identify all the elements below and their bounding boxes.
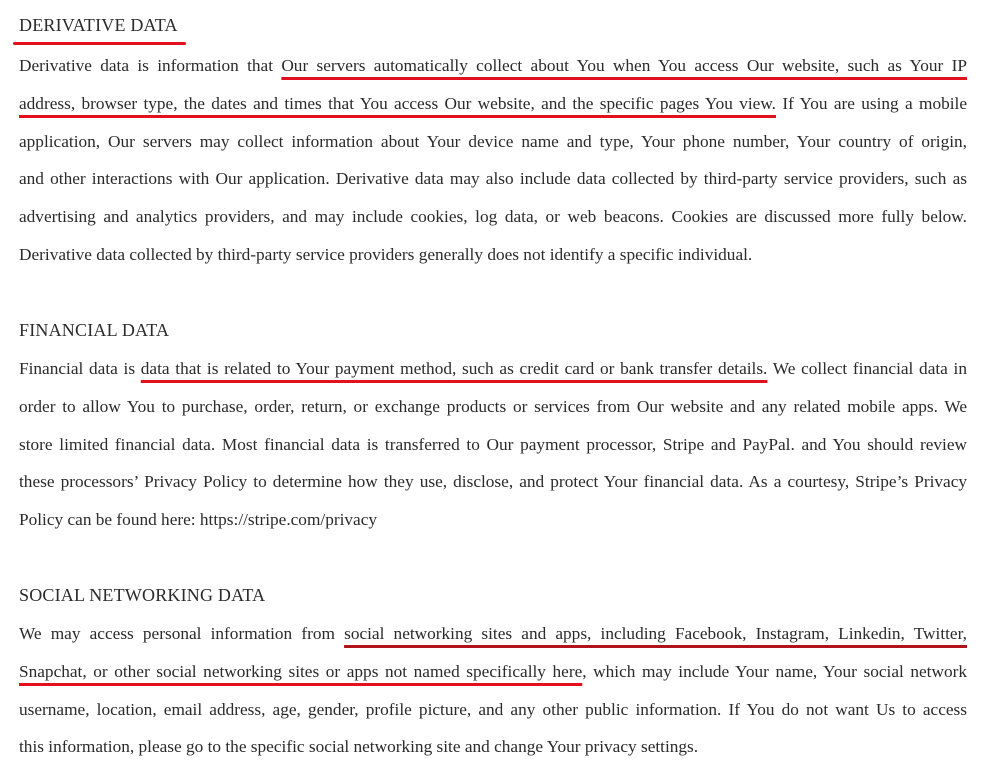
highlight-underline: social networking sites and apps, including Facebook, Instagram, Linkedin, Twitter, bbox=[344, 624, 967, 643]
heading-underline bbox=[13, 42, 186, 45]
section-body bbox=[19, 350, 967, 539]
heading-text: SOCIAL NETWORKING DATA bbox=[19, 585, 266, 605]
highlight-underline: data that is related to Your payment method, such as credit card or bank transfer details. bbox=[140, 359, 768, 378]
heading-text: DERIVATIVE DATA bbox=[19, 15, 178, 35]
section-body bbox=[19, 47, 967, 274]
text-line: order to allow You to purchase, order, return, or exchange products or services from Our website and any related mobile apps. We bbox=[19, 396, 967, 416]
highlight-underline: Snapchat, or other social networking sites or apps not named specifically here bbox=[19, 661, 583, 681]
text-line: username, location, email address, age, gender, profile picture, and any other public information. If You do not want Us to access bbox=[19, 699, 967, 719]
section-heading bbox=[19, 319, 169, 341]
text-line: Policy can be found here: https://stripe.com/privacy bbox=[19, 510, 378, 530]
section-derivative-data bbox=[19, 14, 967, 264]
highlight-underline: address, browser type, the dates and times that You access Our website, and the specific pages You view. bbox=[19, 93, 776, 113]
text-line: Snapchat, or other social networking sites or apps not named specifically here, which may include Your name, Your social network bbox=[19, 661, 967, 681]
section-social-networking-data bbox=[19, 584, 967, 757]
text-line: and other interactions with Our application. Derivative data may also include data collected by third-party service providers, such as bbox=[19, 169, 967, 189]
text-line: Financial data is data that is related to Your payment method, such as credit card or bank transfer details. We collect financial data in bbox=[19, 359, 968, 378]
highlight-underline: Our servers automatically collect about You when You access Our website, such as Your IP bbox=[281, 56, 967, 75]
section-financial-data bbox=[19, 319, 968, 530]
text-line: address, browser type, the dates and times that You access Our website, and the specific pages You view. If You are using a mobile bbox=[19, 93, 967, 113]
text-line: We may access personal information from social networking sites and apps, including Facebook, Instagram, Linkedin, Twitter, bbox=[19, 624, 967, 643]
section-body bbox=[19, 615, 967, 766]
text-line: store limited financial data. Most financial data is transferred to Our payment processor, Stripe and PayPal. and You should review bbox=[19, 434, 967, 454]
text-line: Derivative data is information that Our servers automatically collect about You when You access Our website, such as Your IP bbox=[19, 56, 967, 75]
text-line: advertising and analytics providers, and may include cookies, log data, or web beacons. Cookies are discussed more fully below. bbox=[19, 207, 967, 227]
text-line: Derivative data collected by third-party service providers generally does not identify a specific individual. bbox=[19, 244, 753, 264]
section-heading bbox=[19, 584, 265, 606]
section-heading bbox=[19, 14, 178, 36]
text-line: this information, please go to the specific social networking site and change Your privacy settings. bbox=[19, 737, 699, 757]
text-line: application, Our servers may collect information about Your device name and type, Your phone number, Your country of origin, bbox=[19, 131, 967, 151]
heading-text: FINANCIAL DATA bbox=[19, 320, 170, 340]
text-line: these processors’ Privacy Policy to determine how they use, disclose, and protect Your financial data. As a courtesy, Stripe’s Privacy bbox=[19, 472, 967, 492]
